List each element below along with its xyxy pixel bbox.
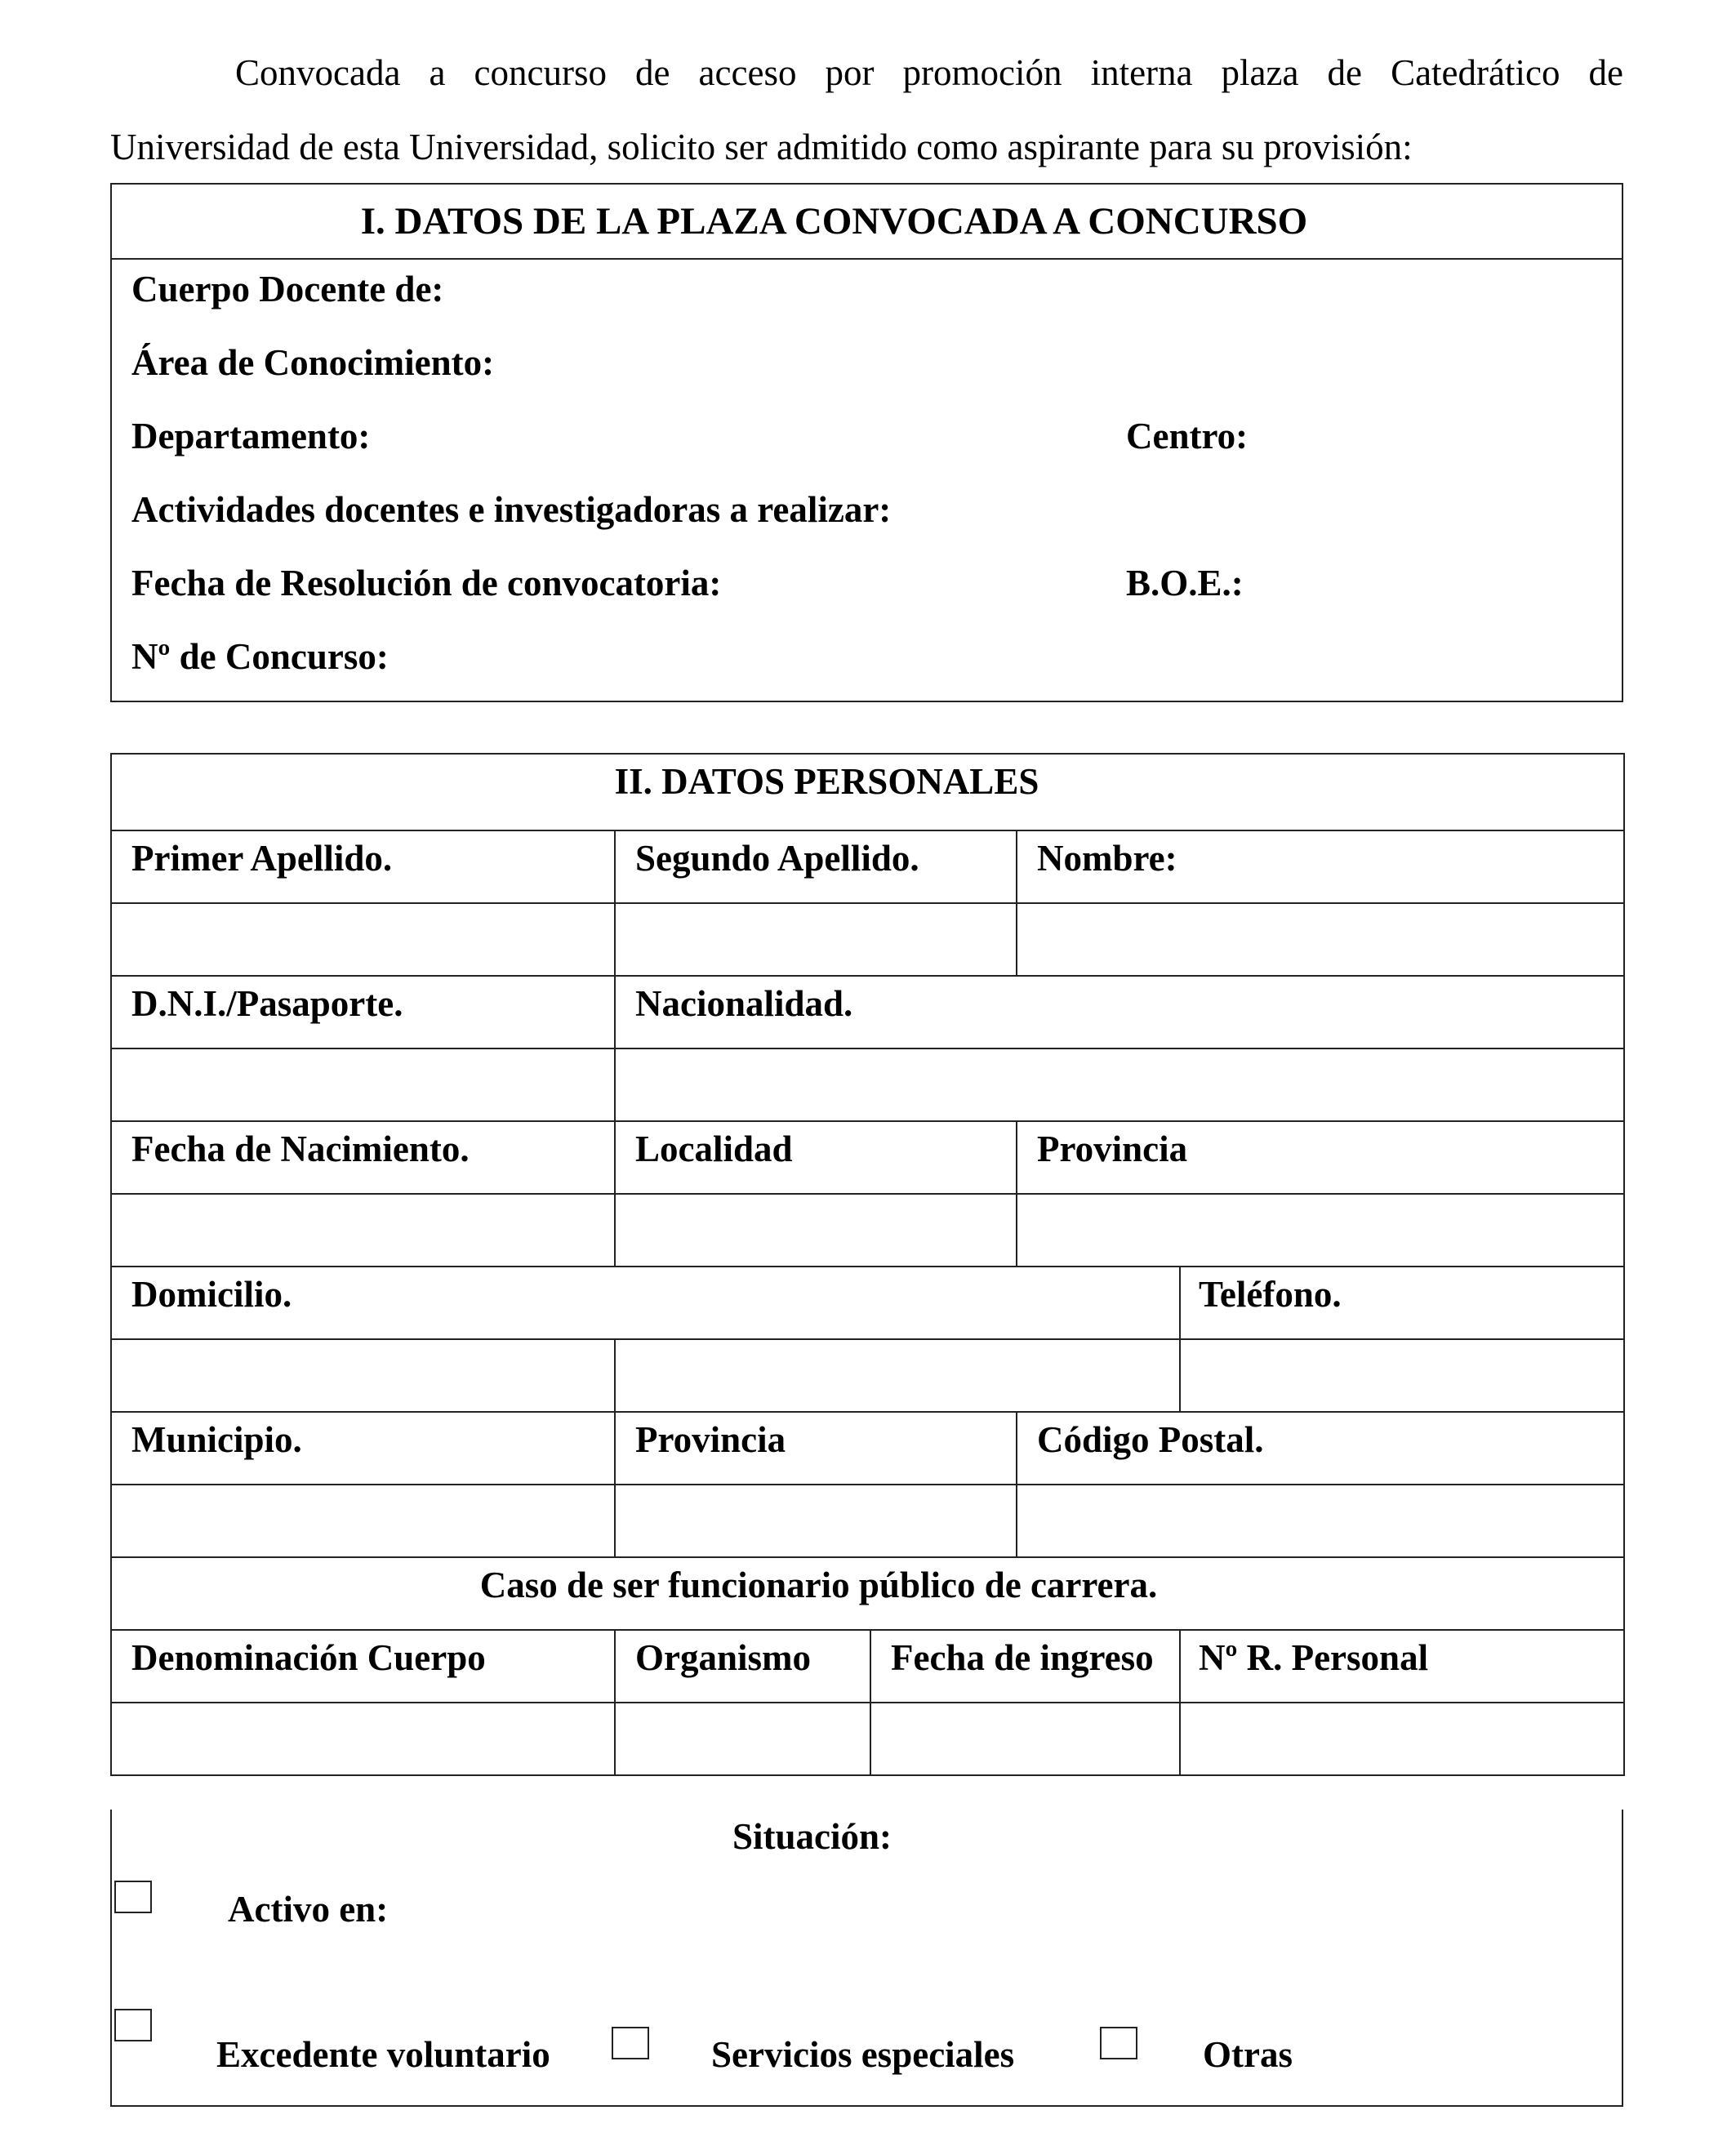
fecha-nacimiento-field[interactable] [111,1194,615,1267]
centro-label: Centro: [1126,416,1249,456]
dni-label: D.N.I./Pasaporte. [111,976,615,1048]
organismo-field[interactable] [615,1703,870,1775]
servicios-checkbox[interactable] [1100,2027,1137,2059]
segundo-apellido-field[interactable] [615,903,1017,976]
numero-concurso-label: Nº de Concurso: [131,636,389,677]
primer-apellido-label: Primer Apellido. [111,830,615,903]
excedente-label: Excedente voluntario [216,2034,550,2075]
cuerpo-docente-label: Cuerpo Docente de: [131,269,444,309]
denominacion-cuerpo-field[interactable] [111,1703,615,1775]
telefono-label: Teléfono. [1180,1267,1624,1339]
provincia-domicilio-label: Provincia [615,1412,1017,1485]
provincia-nacimiento-label: Provincia [1017,1121,1624,1194]
provincia-domicilio-field[interactable] [615,1485,1017,1557]
domicilio-label: Domicilio. [111,1267,1180,1339]
n-registro-personal-label: Nº R. Personal [1180,1630,1624,1703]
otras-label: Otras [1203,2034,1293,2075]
situacion-title: Situación: [732,1816,892,1857]
dni-field[interactable] [111,1048,615,1121]
municipio-field[interactable] [111,1485,615,1557]
fecha-ingreso-field[interactable] [870,1703,1180,1775]
area-conocimiento-label: Área de Conocimiento: [131,342,495,383]
nacionalidad-label: Nacionalidad. [615,976,1624,1048]
actividades-label: Actividades docentes e investigadoras a realizar: [131,489,892,530]
codigo-postal-label: Código Postal. [1017,1412,1624,1485]
municipio-label: Municipio. [111,1412,615,1485]
excedente-checkbox[interactable] [612,2027,649,2059]
datos-personales-table [110,753,1625,1776]
fecha-resolucion-label: Fecha de Resolución de convocatoria: [131,563,722,603]
funcionario-title: Caso de ser funcionario público de carrera. [111,1557,1624,1630]
fecha-nacimiento-label: Fecha de Nacimiento. [111,1121,615,1194]
localidad-label: Localidad [615,1121,1017,1194]
boe-label: B.O.E.: [1126,563,1244,603]
nombre-label: Nombre: [1017,830,1624,903]
codigo-postal-field[interactable] [1017,1485,1624,1557]
situacion-section [110,1810,1623,2107]
intro-line-1: Convocada a concurso de acceso por promoción interna plaza de Catedrático de [235,52,1623,93]
domicilio-field-2[interactable] [615,1339,1180,1412]
segundo-apellido-label: Segundo Apellido. [615,830,1017,903]
plaza-section-title: I. DATOS DE LA PLAZA CONVOCADA A CONCURSO [112,185,1622,260]
intro-line-2: Universidad de esta Universidad, solicito ser admitido como aspirante para su provisión: [110,127,1413,167]
nombre-field[interactable] [1017,903,1624,976]
servicios-label: Servicios especiales [711,2034,1015,2075]
nacionalidad-field[interactable] [615,1048,1624,1121]
activo-label: Activo en: [228,1889,389,1930]
activo-checkbox[interactable] [114,1881,152,1913]
n-registro-personal-field[interactable] [1180,1703,1624,1775]
departamento-label: Departamento: [131,416,371,456]
situacion-checkbox-2[interactable] [114,2009,152,2041]
provincia-nacimiento-field[interactable] [1017,1194,1624,1267]
telefono-field[interactable] [1180,1339,1624,1412]
primer-apellido-field[interactable] [111,903,615,976]
fecha-ingreso-label: Fecha de ingreso [870,1630,1180,1703]
intro-paragraph [110,36,1623,185]
plaza-section [110,183,1623,702]
denominacion-cuerpo-label: Denominación Cuerpo [111,1630,615,1703]
localidad-field[interactable] [615,1194,1017,1267]
domicilio-field-1[interactable] [111,1339,615,1412]
datos-personales-title: II. DATOS PERSONALES [111,754,1624,830]
organismo-label: Organismo [615,1630,870,1703]
